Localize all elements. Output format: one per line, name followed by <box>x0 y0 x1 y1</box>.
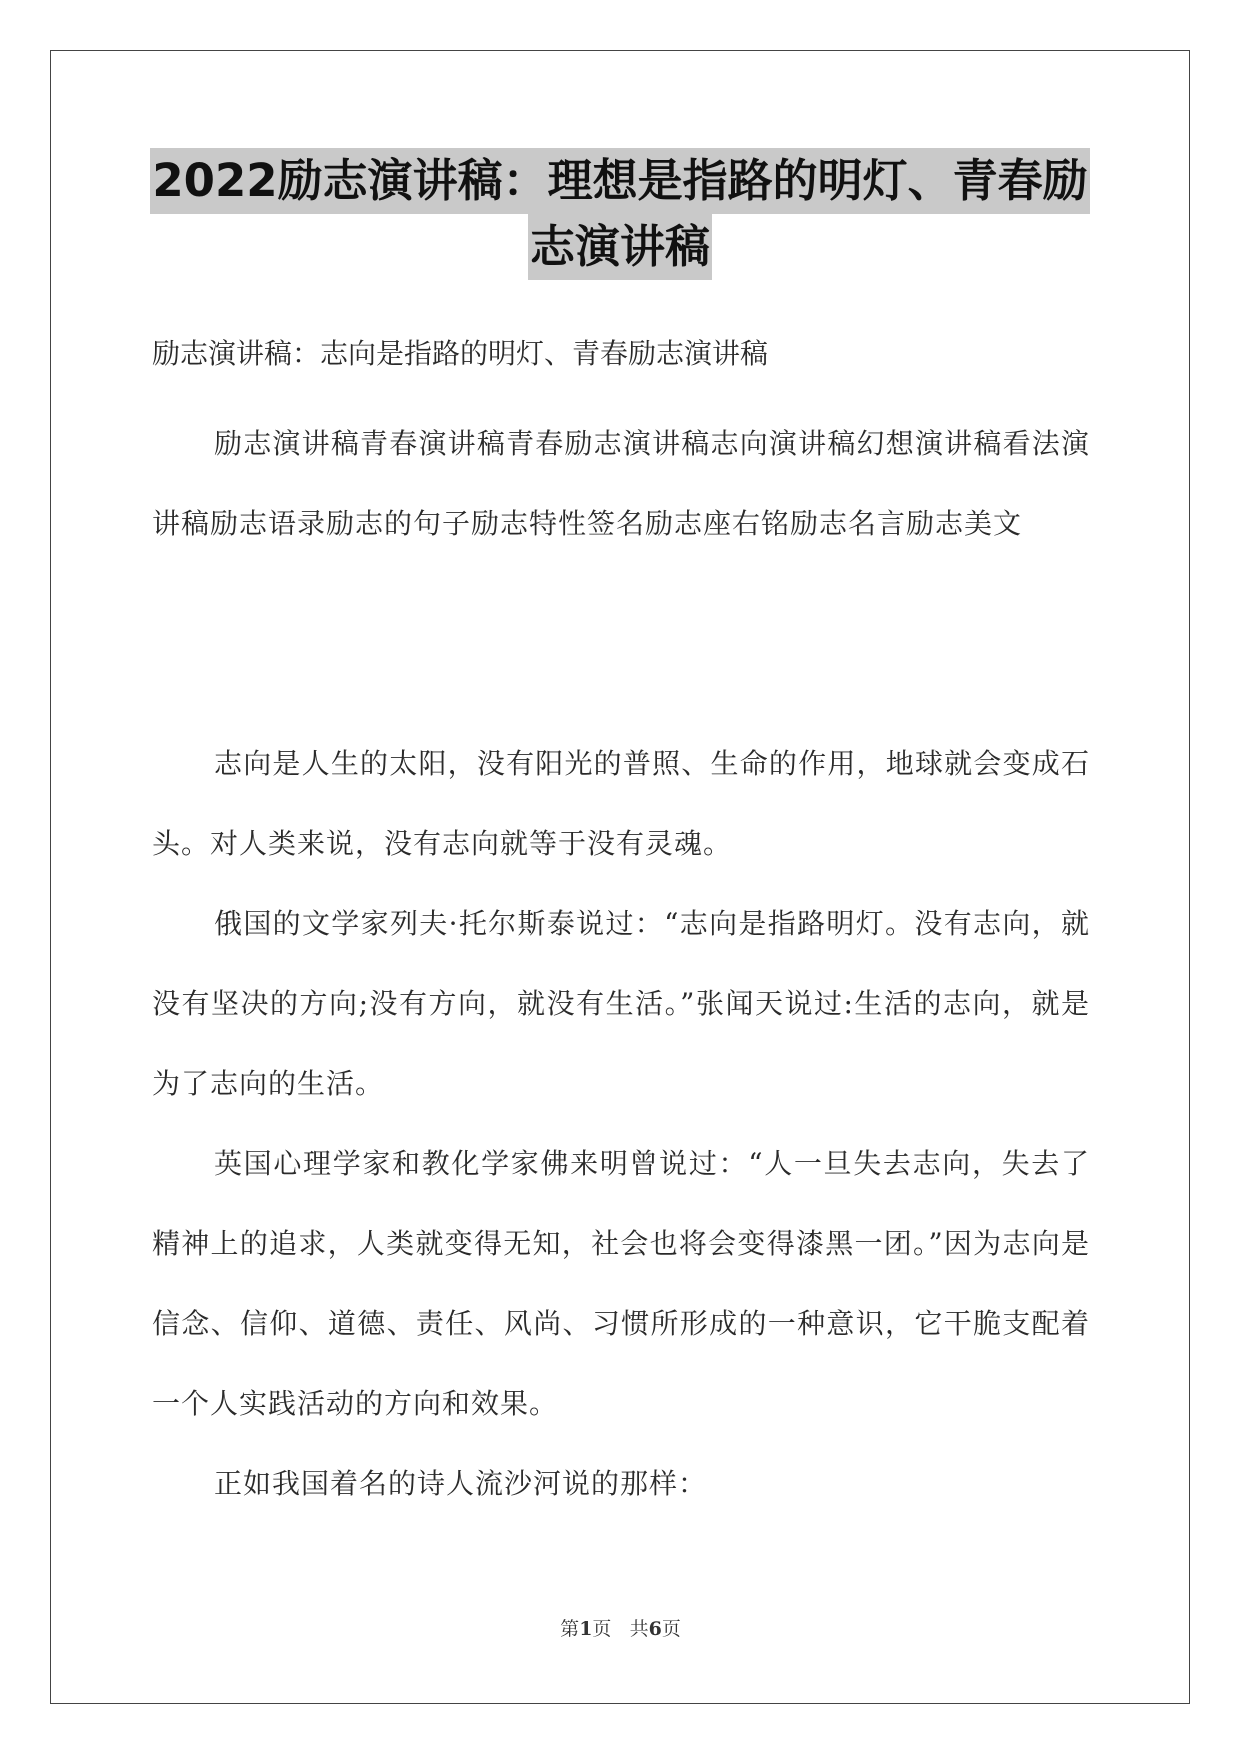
total-suffix: 页 <box>661 1618 681 1640</box>
total-pages: 6 <box>648 1618 662 1640</box>
page-suffix: 页 <box>592 1618 612 1640</box>
title-line-1: 2022励志演讲稿：理想是指路的明灯、青春励 <box>150 148 1089 214</box>
paragraph: 俄国的文学家列夫·托尔斯泰说过：“志向是指路明灯。没有志向，就没有坚决的方向;没有方向，就没有生活。”张闻天说过:生活的志向，就是为了志向的生活。 <box>152 907 1090 1100</box>
paragraph: 正如我国着名的诗人流沙河说的那样： <box>214 1467 708 1500</box>
page-prefix: 第 <box>560 1618 580 1640</box>
paragraph: 英国心理学家和教化学家佛来明曾说过：“人一旦失去志向，失去了精神上的追求，人类就变得无知，社会也将会变得漆黑一团。”因为志向是信念、信仰、道德、责任、风尚、习惯所形成的一种意识，它干脆支配着一个人实践活动的方向和效果。 <box>152 1147 1090 1420</box>
total-prefix: 共 <box>629 1618 649 1640</box>
page-number: 1 <box>579 1618 593 1640</box>
paragraph-keywords: 励志演讲稿青春演讲稿青春励志演讲稿志向演讲稿幻想演讲稿看法演讲稿励志语录励志的句子励志特性签名励志座右铭励志名言励志美文 <box>152 427 1090 540</box>
document-title <box>150 148 1090 280</box>
paragraph: 志向是人生的太阳，没有阳光的普照、生命的作用，地球就会变成石头。对人类来说，没有志向就等于没有灵魂。 <box>152 747 1090 860</box>
page-footer <box>0 1614 1241 1641</box>
title-line-2: 志演讲稿 <box>528 214 712 280</box>
document-subtitle: 励志演讲稿：志向是指路的明灯、青春励志演讲稿 <box>152 337 769 370</box>
